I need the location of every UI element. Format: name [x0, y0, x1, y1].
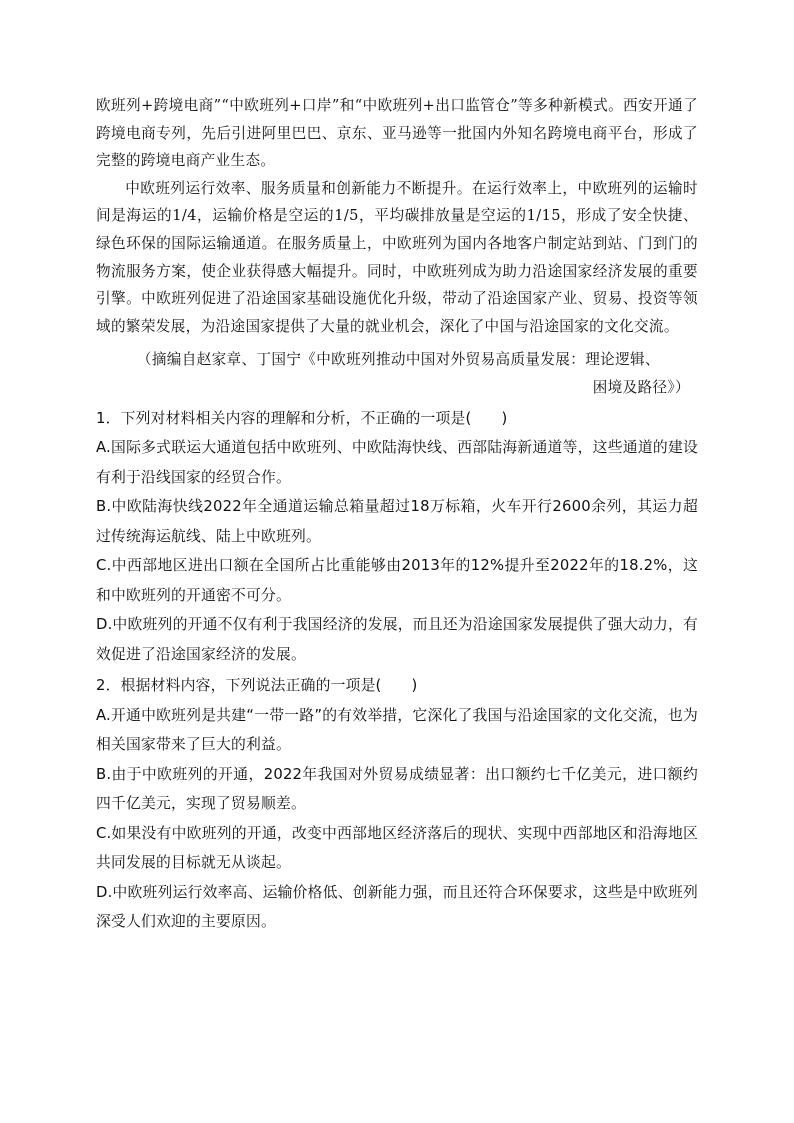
- question-1: [96, 404, 698, 670]
- option-d: D.中欧班列的开通不仅有利于我国经济的发展，而且还为沿途国家发展提供了强大动力，有效促进了沿途国家经济的发展。: [96, 616, 698, 663]
- option-a: A.开通中欧班列是共建“一带一路”的有效举措，它深化了我国与沿途国家的文化交流，也为相关国家带来了巨大的利益。: [96, 706, 698, 754]
- option-c: C.如果没有中欧班列的开通，改变中西部地区经济落后的现状、实现中西部地区和沿海地区共同发展的目标就无从谈起。: [96, 824, 698, 872]
- citation-line-2: 困境及路径》）: [592, 378, 690, 396]
- question-stem: 1．下列对材料相关内容的理解和分析，不正确的一项是( ): [96, 409, 508, 427]
- document-page: [96, 92, 698, 937]
- option-d: D.中欧班列运行效率高、运输价格低、创新能力强，而且还符合环保要求，这些是中欧班列深受人们欢迎的主要原因。: [96, 883, 698, 931]
- passage-citation: [96, 346, 698, 401]
- passage-paragraph-1: 欧班列+跨境电商”“中欧班列+口岸”和“中欧班列+出口监管仓”等多种新模式。西安开通了跨境电商专列，先后引进阿里巴巴、京东、亚马逊等一批国内外知名跨境电商平台，形成了完整的跨境电商产业生态。: [96, 97, 698, 170]
- option-c: C.中西部地区进出口额在全国所占比重能够由2013年的12%提升至2022年的18.2%，这和中欧班列的开通密不可分。: [96, 557, 698, 604]
- option-b: B.中欧陆海快线2022年全通道运输总箱量超过18万标箱，火车开行2600余列，其运力超过传统海运航线、陆上中欧班列。: [96, 498, 698, 545]
- passage-paragraph-2: 中欧班列运行效率、服务质量和创新能力不断提升。在运行效率上，中欧班列的运输时间是海运的1/4，运输价格是空运的1/5，平均碳排放量是空运的1/15，形成了安全快捷、绿色环保的国际运输通道。在服务质量上，中欧班列为国内各地客户制定站到站、门到门的物流服务方案，使企业获得感大幅提升。同时，中欧班列成为助力沿途国家经济发展的重要引擎。中欧班列促进了沿途国家基础设施优化升级，带动了沿途国家产业、贸易、投资等领域的繁荣发展，为沿途国家提供了大量的就业机会，深化了中国与沿途国家的文化交流。: [96, 179, 698, 335]
- question-2: [96, 671, 698, 937]
- citation-line-1: （摘编自赵家章、丁国宁《中欧班列推动中国对外贸易高质量发展：理论逻辑、: [136, 351, 660, 369]
- option-a: A.国际多式联运大通道包括中欧班列、中欧陆海快线、西部陆海新通道等，这些通道的建设有利于沿线国家的经贸合作。: [96, 439, 698, 486]
- option-b: B.由于中欧班列的开通，2022年我国对外贸易成绩显著：出口额约七千亿美元，进口额约四千亿美元，实现了贸易顺差。: [96, 765, 698, 813]
- question-stem: 2．根据材料内容，下列说法正确的一项是( ): [96, 677, 418, 695]
